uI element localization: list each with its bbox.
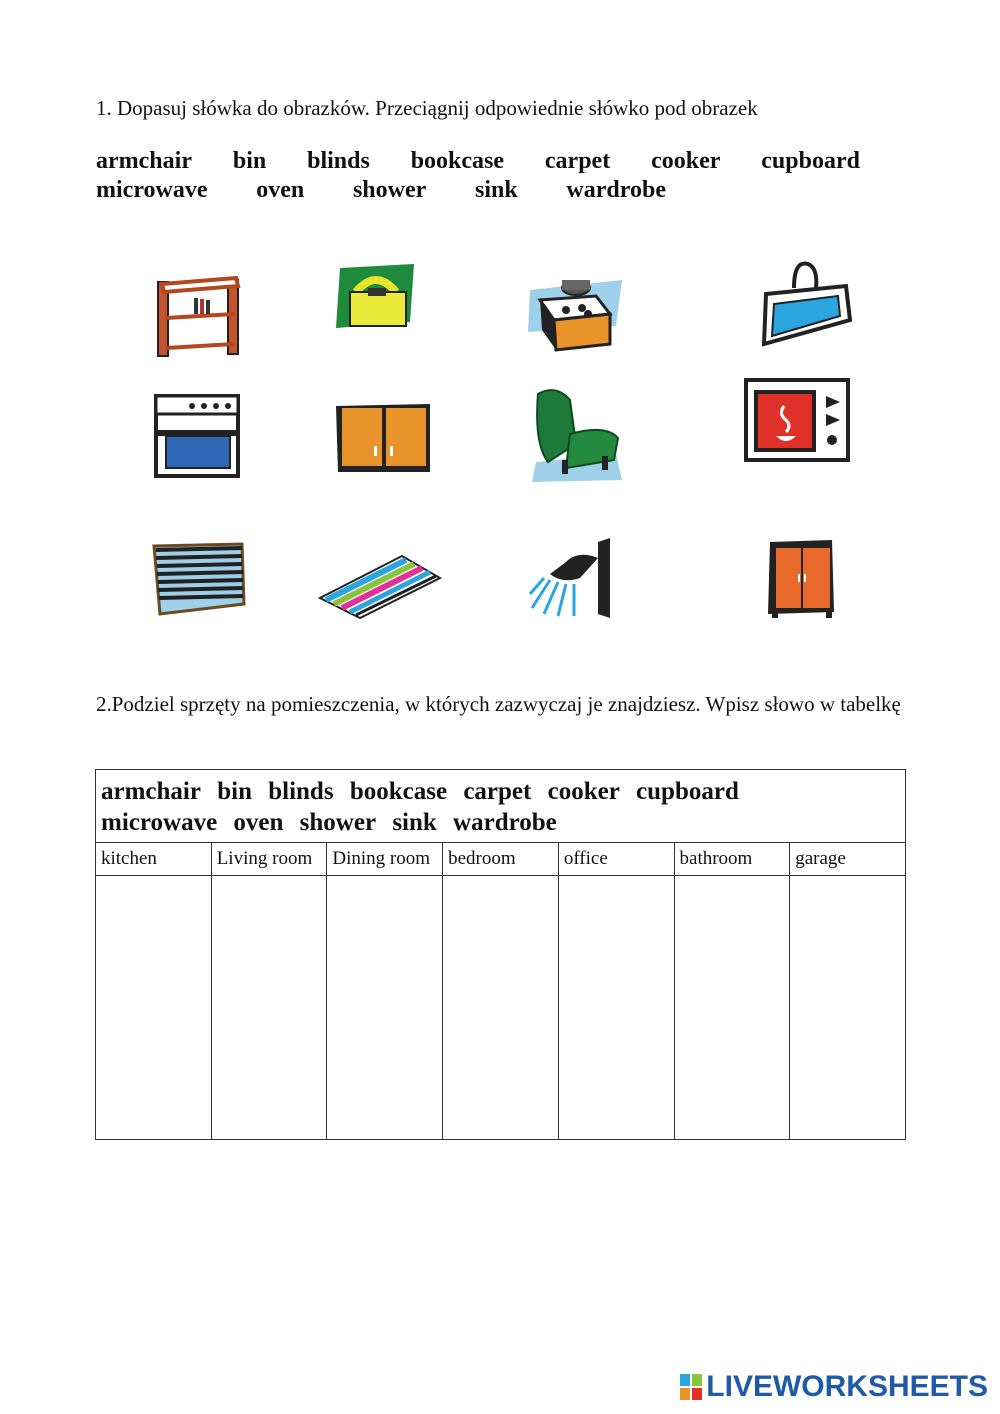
bank-word: oven [233, 809, 284, 836]
cupboard-picture [334, 402, 432, 474]
bank-word: wardrobe [453, 809, 557, 836]
shower-picture [526, 538, 616, 620]
word-blinds[interactable]: blinds [307, 148, 370, 174]
bin-picture [334, 262, 418, 332]
bank-word: sink [392, 809, 437, 836]
liveworksheets-logo [680, 1370, 988, 1404]
word-oven[interactable]: oven [256, 177, 305, 203]
answer-cell-bedroom[interactable] [443, 876, 559, 1140]
answer-cell-bathroom[interactable] [674, 876, 790, 1140]
bank-word: microwave [101, 809, 218, 836]
bank-word: bin [217, 778, 252, 805]
oven-picture [152, 392, 242, 480]
room-header-bathroom: bathroom [674, 843, 790, 876]
room-header-bedroom: bedroom [443, 843, 559, 876]
bank-word: cooker [547, 778, 620, 805]
liveworksheets-logo-icon [680, 1374, 702, 1400]
sink-picture [758, 258, 854, 348]
word-cooker[interactable]: cooker [651, 148, 721, 174]
word-shower[interactable]: shower [352, 177, 427, 203]
answer-cell-living-room[interactable] [211, 876, 327, 1140]
microwave-picture [744, 378, 850, 462]
bank-word: blinds [268, 778, 334, 805]
rooms-table [95, 769, 906, 1140]
liveworksheets-logo-text: LIVEWORKSHEETS [706, 1370, 988, 1403]
word-bank-row-2 [96, 177, 666, 204]
bank-word: bookcase [349, 778, 448, 805]
armchair-picture [526, 384, 626, 484]
word-sink[interactable]: sink [475, 177, 518, 203]
carpet-picture [316, 552, 444, 622]
room-header-living-room: Living room [211, 843, 327, 876]
word-armchair[interactable]: armchair [96, 148, 192, 174]
bank-word: shower [299, 809, 377, 836]
room-header-office: office [558, 843, 674, 876]
answer-cell-garage[interactable] [790, 876, 906, 1140]
word-bookcase[interactable]: bookcase [410, 148, 505, 174]
answer-cell-office[interactable] [558, 876, 674, 1140]
answer-cell-dining-room[interactable] [327, 876, 443, 1140]
bank-word: carpet [463, 778, 532, 805]
room-header-dining-room: Dining room [327, 843, 443, 876]
instruction-2: 2.Podziel sprzęty na pomieszczenia, w których zazwyczaj je znajdziesz. Wpisz słowo w tabelkę [96, 692, 901, 716]
word-carpet[interactable]: carpet [544, 148, 611, 174]
word-cupboard[interactable]: cupboard [761, 148, 860, 174]
cooker-picture [526, 270, 624, 352]
bank-word: armchair [101, 778, 201, 805]
table-word-bank [96, 770, 906, 843]
bookcase-picture [150, 272, 246, 360]
room-header-garage: garage [790, 843, 906, 876]
wardrobe-picture [762, 536, 838, 618]
word-microwave[interactable]: microwave [96, 177, 208, 203]
word-wardrobe[interactable]: wardrobe [566, 177, 666, 203]
word-bin[interactable]: bin [232, 148, 267, 174]
blinds-picture [150, 542, 246, 618]
answer-cell-kitchen[interactable] [96, 876, 212, 1140]
word-bank-row-1 [96, 148, 860, 175]
bank-word: cupboard [636, 778, 739, 805]
instruction-1: 1. Dopasuj słówka do obrazków. Przeciągnij odpowiednie słówko pod obrazek [96, 96, 758, 120]
room-header-kitchen: kitchen [96, 843, 212, 876]
